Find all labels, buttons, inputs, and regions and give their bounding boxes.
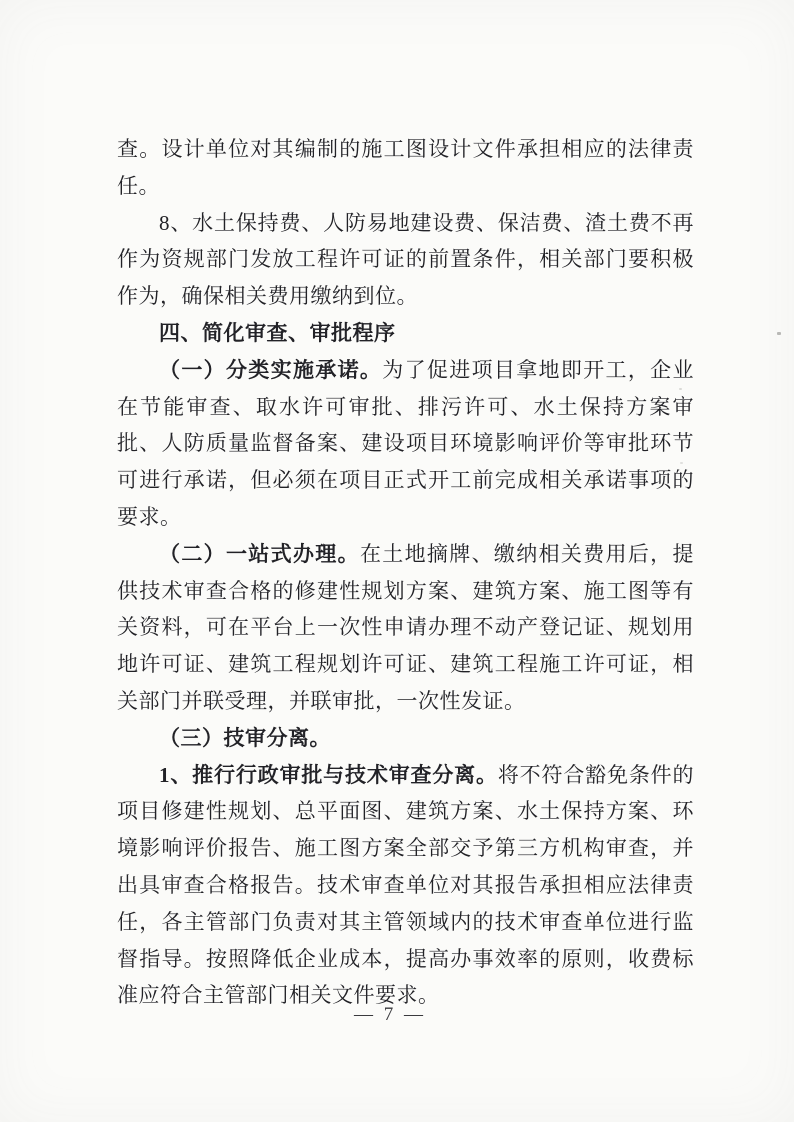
paragraph: 四、简化审查、审批程序 — [159, 320, 396, 345]
page-number: — 7 — — [354, 1004, 426, 1025]
paragraph — [117, 352, 694, 536]
paragraph: （三）技审分离。 — [159, 725, 331, 750]
paragraph-lead: （二）一站式办理。 — [159, 541, 360, 566]
paragraph: 查。设计单位对其编制的施工图设计文件承担相应的法律责任。 — [117, 137, 694, 198]
scan-speck — [679, 388, 682, 390]
paragraph-text: 为了促进项目拿地即开工，企业在节能审查、取水许可审批、排污许可、水土保持方案审批、人防质量监督备案、建设项目环境影响评价等审批环节可进行承诺，但必须在项目正式开工前完成相关承诺事项的要求。 — [117, 357, 695, 529]
scan-speck — [680, 462, 683, 464]
paragraph-text: 在土地摘牌、缴纳相关费用后，提供技术审查合格的修建性规划方案、建筑方案、施工图等有关资料，可在平台上一次性申请办理不动产登记证、规划用地许可证、建筑工程规划许可证、建筑工程施工许可证，相关部门并联受理，并联审批，一次性发证。 — [117, 541, 695, 713]
paragraph-lead: （一）分类实施承诺。 — [159, 357, 383, 382]
scan-speck — [777, 332, 781, 335]
paragraph — [117, 757, 694, 1015]
paragraph — [117, 536, 694, 720]
paragraph-text: 将不符合豁免条件的项目修建性规划、总平面图、建筑方案、水土保持方案、环境影响评价报告、施工图方案全部交予第三方机构审查，并出具审查合格报告。技术审查单位对其报告承担相应法律责任，各主管部门负责对其主管领域内的技术审查单位进行监督指导。按照降低企业成本，提高办事效率的原则，收费标准应符合主管部门相关文件要求。 — [117, 762, 695, 1008]
document-body — [117, 131, 694, 1014]
paragraph-lead: 1、推行行政审批与技术审查分离。 — [159, 762, 498, 787]
paragraph: 8、水土保持费、人防易地建设费、保洁费、渣土费不再作为资规部门发放工程许可证的前置条件，相关部门要积极作为，确保相关费用缴纳到位。 — [117, 210, 694, 309]
